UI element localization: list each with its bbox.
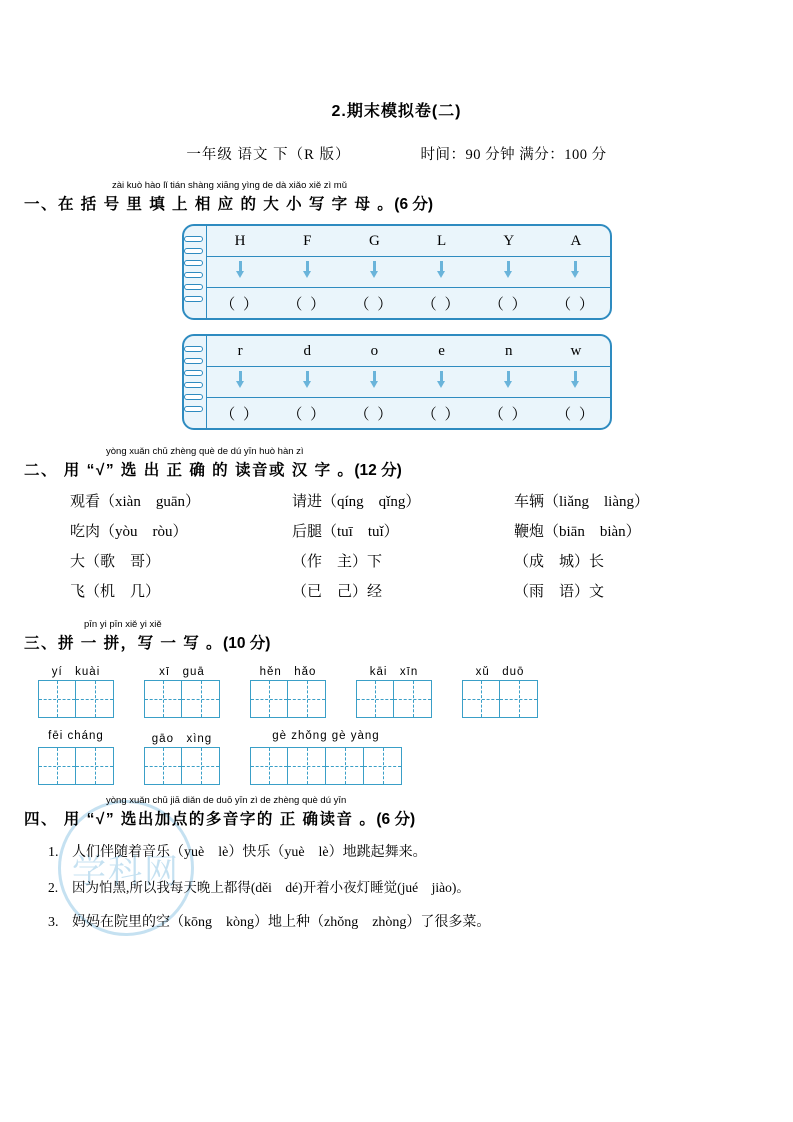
tianzige-cell[interactable] — [182, 747, 220, 785]
down-arrow-icon — [408, 261, 475, 284]
letter-cell: F — [303, 232, 312, 249]
choice-row — [70, 580, 793, 601]
answer-blank[interactable]: （ ） — [421, 296, 462, 313]
choice-item[interactable] — [70, 520, 292, 541]
answer-blank[interactable]: （ ） — [287, 296, 328, 313]
section-1 — [0, 180, 793, 214]
answer-blank[interactable]: （ ） — [556, 406, 596, 423]
writing-grids — [0, 663, 793, 785]
down-arrow-icon — [207, 371, 274, 394]
writing-pinyin: xǔ duō — [475, 666, 525, 678]
tianzige-cell[interactable] — [76, 680, 114, 718]
choice-word: （已 己）经 — [292, 584, 383, 600]
notebook-2-blanks — [207, 398, 610, 428]
down-arrow-icon — [274, 261, 341, 284]
section-3-pinyin: pīn yi pīn xiě yi xiě — [84, 619, 162, 630]
letter-cell: H — [234, 232, 246, 249]
letter-cell: n — [505, 342, 513, 359]
section-2-heading — [24, 458, 793, 480]
choice-word: 后腿 — [292, 524, 323, 540]
section-4-heading — [24, 807, 793, 829]
tianzige-cell[interactable] — [182, 680, 220, 718]
exam-meta: 时间：90 分钟 满分：100 分 — [420, 147, 607, 163]
letter-cell: G — [369, 232, 380, 249]
writing-pinyin: yí kuài — [51, 666, 101, 678]
section-3-heading-text: 三、拼 一 拼，写 一 写 。 — [24, 635, 224, 652]
choice-word: 车辆 — [514, 494, 545, 510]
choice-item[interactable] — [514, 580, 736, 601]
answer-blank[interactable]: （ ） — [287, 406, 328, 423]
writing-cells[interactable] — [356, 680, 432, 718]
tianzige-cell[interactable] — [76, 747, 114, 785]
writing-cells[interactable] — [144, 680, 220, 718]
tianzige-cell[interactable] — [356, 680, 394, 718]
letter-notebooks — [182, 224, 612, 430]
tianzige-cell[interactable] — [288, 680, 326, 718]
question-number: 3. — [48, 915, 59, 930]
answer-blank[interactable]: （ ） — [488, 406, 529, 423]
letter-cell: Y — [503, 232, 515, 249]
choice-item[interactable] — [514, 490, 736, 511]
section-1-heading — [24, 192, 793, 214]
answer-blank[interactable]: （ ） — [354, 296, 395, 313]
tianzige-cell[interactable] — [144, 747, 182, 785]
subtitle-line — [0, 143, 793, 164]
tianzige-cell[interactable] — [462, 680, 500, 718]
tianzige-cell[interactable] — [364, 747, 402, 785]
notebook-uppercase — [182, 224, 612, 320]
choice-item[interactable] — [70, 490, 292, 511]
watermark: 学科网 — [58, 800, 194, 936]
question-text: 妈妈在院里的空（kōng kòng）地上种（zhǒng zhòng）了很多菜。 — [72, 915, 491, 930]
down-arrow-icon — [475, 371, 542, 394]
choice-item[interactable] — [70, 580, 292, 601]
writing-row — [38, 663, 793, 718]
writing-group — [356, 663, 432, 718]
down-arrow-icon — [341, 261, 408, 284]
answer-blank[interactable]: （ ） — [556, 296, 596, 313]
choice-word: （作 主）下 — [292, 554, 383, 570]
choice-options: （tuī tuǐ） — [322, 524, 399, 540]
choice-row — [70, 490, 793, 511]
spiral-binding-1 — [182, 232, 204, 312]
section-2 — [0, 446, 793, 480]
section-4-pinyin: yòng xuǎn chū jiā diǎn de duō yīn zì de zhèng què dú yīn — [106, 795, 347, 806]
question-item[interactable] — [48, 841, 793, 861]
choice-item[interactable] — [292, 580, 514, 601]
down-arrow-icon — [341, 371, 408, 394]
section-1-pinyin: zài kuò hào lǐ tián shàng xiāng yìng de dà xiǎo xiě zì mǔ — [112, 180, 348, 191]
choice-options: （xiàn guān） — [100, 494, 200, 510]
tianzige-cell[interactable] — [38, 747, 76, 785]
writing-cells[interactable] — [250, 747, 402, 785]
section-3 — [0, 619, 793, 653]
tianzige-cell[interactable] — [250, 680, 288, 718]
choice-word: 飞（机 几） — [70, 584, 161, 600]
writing-pinyin: gāo xìng — [151, 733, 213, 745]
writing-cells[interactable] — [462, 680, 538, 718]
letter-cell: d — [303, 342, 311, 359]
section-4-heading-text: 四、 用 “√” 选出加点的多音字的 正 确读音 。 — [24, 811, 377, 828]
tianzige-cell[interactable] — [288, 747, 326, 785]
section-2-points: (12 分) — [354, 462, 402, 479]
letter-cell: A — [570, 232, 582, 249]
writing-row — [38, 730, 793, 785]
writing-group — [38, 730, 114, 785]
writing-pinyin: gè zhǒng gè yàng — [272, 730, 380, 742]
writing-group — [38, 663, 114, 718]
notebook-1-blanks — [207, 288, 610, 318]
choice-item[interactable] — [70, 550, 292, 571]
down-arrow-icon — [274, 371, 341, 394]
section-2-heading-text: 二、 用 “√” 选 出 正 确 的 读音或 汉 字 。 — [24, 462, 355, 479]
choice-questions — [0, 490, 793, 601]
question-number: 2. — [48, 880, 59, 895]
choice-row — [70, 550, 793, 571]
question-text: 人们伴随着音乐（yuè lè）快乐（yuè lè）地跳起舞来。 — [72, 845, 427, 860]
writing-group — [462, 663, 538, 718]
section-2-pinyin: yòng xuǎn chū zhèng què de dú yīn huò hàn zì — [106, 446, 304, 457]
notebook-2-arrows — [207, 367, 610, 397]
section-1-points: (6 分) — [394, 196, 434, 213]
letter-cell: w — [570, 342, 582, 359]
choice-options: （yòu ròu） — [100, 524, 188, 540]
choice-word: 观看 — [70, 494, 101, 510]
tianzige-cell[interactable] — [250, 747, 288, 785]
letter-cell: o — [370, 342, 379, 359]
choice-word: （成 城）长 — [514, 554, 605, 570]
section-4-points: (6 分) — [376, 811, 416, 828]
page-title: 2.期末模拟卷(二) — [331, 103, 462, 120]
tianzige-cell[interactable] — [394, 680, 432, 718]
answer-blank[interactable]: （ ） — [220, 296, 260, 313]
choice-word: 鞭炮 — [514, 524, 545, 540]
question-item[interactable] — [48, 911, 793, 931]
choice-item[interactable] — [292, 490, 514, 511]
section-3-points: (10 分) — [223, 635, 271, 652]
writing-cells[interactable] — [144, 747, 220, 785]
notebook-1-letters — [207, 226, 610, 256]
answer-blank[interactable]: （ ） — [354, 406, 395, 423]
section-1-heading-text: 一、在 括 号 里 填 上 相 应 的 大 小 写 字 母 。 — [24, 196, 395, 213]
choice-word: 吃肉 — [70, 524, 101, 540]
writing-cells[interactable] — [38, 747, 114, 785]
writing-group — [144, 663, 220, 718]
down-arrow-icon — [542, 371, 609, 394]
writing-pinyin: hěn hǎo — [259, 666, 317, 678]
choice-options: （qíng qǐng） — [322, 494, 421, 510]
writing-pinyin: fēi cháng — [48, 730, 104, 742]
choice-options: （biān biàn） — [544, 524, 641, 540]
tianzige-cell[interactable] — [38, 680, 76, 718]
writing-group — [144, 730, 220, 785]
section-4 — [0, 795, 793, 829]
polyphone-questions — [0, 841, 793, 931]
letter-cell: e — [438, 342, 445, 359]
notebook-2-letters — [207, 336, 610, 366]
choice-item[interactable] — [292, 550, 514, 571]
down-arrow-icon — [207, 261, 274, 284]
notebook-lowercase — [182, 334, 612, 430]
writing-group — [250, 663, 326, 718]
section-3-heading — [24, 631, 793, 653]
letter-cell: r — [237, 342, 243, 359]
down-arrow-icon — [475, 261, 542, 284]
writing-cells[interactable] — [250, 680, 326, 718]
choice-item[interactable] — [514, 550, 736, 571]
writing-pinyin: kāi xīn — [369, 666, 419, 678]
question-item[interactable] — [48, 876, 793, 896]
writing-group — [250, 730, 402, 785]
choice-item[interactable] — [514, 520, 736, 541]
down-arrow-icon — [542, 261, 609, 284]
choice-word: 请进 — [292, 494, 323, 510]
choice-row — [70, 520, 793, 541]
down-arrow-icon — [408, 371, 475, 394]
tianzige-cell[interactable] — [326, 747, 364, 785]
letter-cell: L — [437, 232, 447, 249]
tianzige-cell[interactable] — [144, 680, 182, 718]
writing-pinyin: xī guā — [159, 666, 205, 678]
answer-blank[interactable]: （ ） — [488, 296, 529, 313]
notebook-1-arrows — [207, 257, 610, 287]
tianzige-cell[interactable] — [500, 680, 538, 718]
choice-word: （雨 语）文 — [514, 584, 605, 600]
spiral-binding-2 — [182, 342, 204, 422]
writing-cells[interactable] — [38, 680, 114, 718]
question-text: 因为怕黑,所以我每天晚上都得(děi dé)开着小夜灯睡觉(jué jiào)。 — [72, 880, 470, 895]
question-number: 1. — [48, 845, 59, 860]
answer-blank[interactable]: （ ） — [421, 406, 462, 423]
answer-blank[interactable]: （ ） — [220, 406, 260, 423]
choice-options: （liǎng liàng） — [544, 494, 650, 510]
grade-info: 一年级 语文 下（R 版） — [186, 147, 351, 163]
choice-word: 大（歌 哥） — [70, 554, 161, 570]
choice-item[interactable] — [292, 520, 514, 541]
